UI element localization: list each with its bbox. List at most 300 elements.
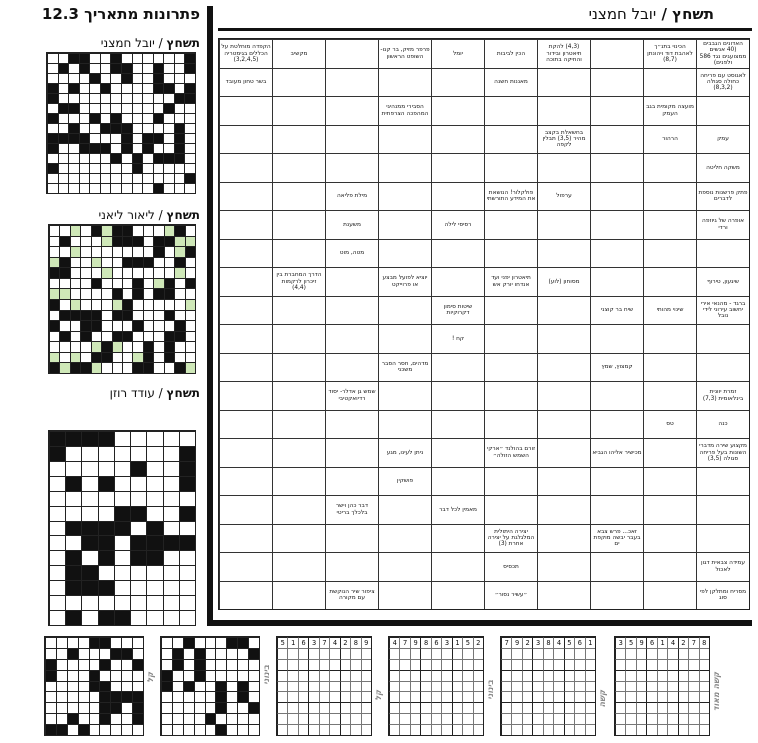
answer-cell[interactable] bbox=[590, 581, 643, 610]
answer-cell[interactable] bbox=[537, 467, 590, 496]
answer-cell[interactable] bbox=[643, 552, 696, 581]
answer-letter bbox=[91, 341, 101, 352]
clue-cell: משקה חליטה bbox=[696, 153, 749, 182]
answer-letter bbox=[130, 595, 146, 610]
answer-letter bbox=[79, 163, 90, 173]
answer-cell[interactable] bbox=[378, 296, 431, 325]
black-square bbox=[121, 648, 132, 659]
answer-letter bbox=[49, 550, 65, 565]
answer-cell[interactable] bbox=[325, 39, 378, 68]
answer-cell[interactable] bbox=[643, 239, 696, 268]
answer-letter bbox=[91, 267, 101, 278]
answer-cell[interactable] bbox=[378, 524, 431, 553]
answer-letter bbox=[79, 113, 90, 123]
answer-letter bbox=[100, 103, 111, 113]
answer-cell[interactable] bbox=[484, 495, 537, 524]
sudoku-cell bbox=[667, 659, 677, 670]
answer-cell[interactable] bbox=[219, 438, 272, 467]
answer-cell[interactable] bbox=[272, 353, 325, 382]
answer-cell[interactable] bbox=[272, 125, 325, 154]
answer-letter bbox=[153, 53, 164, 63]
puzzle-author: יובל חמצני bbox=[588, 5, 657, 23]
answer-cell[interactable] bbox=[590, 39, 643, 68]
black-square bbox=[174, 123, 185, 133]
answer-cell[interactable] bbox=[696, 324, 749, 353]
black-square bbox=[91, 310, 101, 321]
sudoku-1-label: קל bbox=[374, 690, 383, 701]
answer-cell[interactable] bbox=[590, 495, 643, 524]
answer-cell[interactable] bbox=[537, 495, 590, 524]
answer-cell[interactable] bbox=[378, 581, 431, 610]
answer-cell[interactable] bbox=[590, 410, 643, 439]
answer-cell[interactable] bbox=[643, 182, 696, 211]
answer-cell[interactable] bbox=[484, 324, 537, 353]
sudoku-cell: 6 bbox=[646, 637, 656, 648]
answer-cell[interactable] bbox=[537, 210, 590, 239]
answer-cell[interactable] bbox=[378, 239, 431, 268]
sudoku-cell bbox=[308, 681, 318, 692]
clue-cell: מסריח ומתלקן לפי סוג bbox=[696, 581, 749, 610]
clue-cell: ניתן לעינו, מגע bbox=[378, 438, 431, 467]
answer-cell[interactable] bbox=[325, 153, 378, 182]
answer-cell[interactable] bbox=[219, 210, 272, 239]
answer-cell[interactable] bbox=[272, 438, 325, 467]
black-square bbox=[58, 103, 69, 113]
black-square bbox=[174, 153, 185, 163]
answer-cell[interactable] bbox=[325, 467, 378, 496]
answer-cell[interactable] bbox=[325, 68, 378, 97]
answer-letter bbox=[122, 246, 132, 257]
answer-letter bbox=[58, 173, 69, 183]
answer-letter bbox=[80, 299, 90, 310]
black-square bbox=[59, 236, 69, 247]
answer-letter bbox=[184, 163, 195, 173]
answer-cell[interactable] bbox=[537, 296, 590, 325]
answer-cell[interactable] bbox=[219, 324, 272, 353]
answer-cell[interactable] bbox=[272, 581, 325, 610]
answer-cell[interactable] bbox=[378, 68, 431, 97]
answer-letter bbox=[226, 691, 237, 702]
answer-cell[interactable] bbox=[431, 353, 484, 382]
answer-letter bbox=[80, 225, 90, 236]
sudoku-cell bbox=[389, 681, 399, 692]
answer-cell[interactable] bbox=[537, 524, 590, 553]
answer-letter bbox=[78, 713, 89, 724]
answer-cell[interactable] bbox=[431, 267, 484, 296]
answer-cell[interactable] bbox=[643, 381, 696, 410]
sudoku-cell bbox=[420, 670, 430, 681]
answer-cell[interactable] bbox=[484, 296, 537, 325]
answer-letter bbox=[153, 310, 163, 321]
answer-cell[interactable] bbox=[272, 495, 325, 524]
answer-cell[interactable] bbox=[431, 410, 484, 439]
answer-cell[interactable] bbox=[325, 125, 378, 154]
clue-cell: שיגעון, טירוף bbox=[696, 267, 749, 296]
answer-letter bbox=[143, 246, 153, 257]
sudoku-cell bbox=[553, 670, 563, 681]
answer-cell[interactable] bbox=[696, 467, 749, 496]
sudoku-cell bbox=[522, 670, 532, 681]
answer-cell[interactable] bbox=[537, 153, 590, 182]
answer-cell[interactable] bbox=[537, 381, 590, 410]
answer-letter bbox=[89, 133, 100, 143]
answer-cell[interactable] bbox=[219, 239, 272, 268]
answer-cell[interactable] bbox=[643, 467, 696, 496]
crossword-grid[interactable] bbox=[218, 38, 750, 610]
answer-cell[interactable] bbox=[272, 239, 325, 268]
answer-cell[interactable] bbox=[590, 267, 643, 296]
answer-cell[interactable] bbox=[219, 353, 272, 382]
answer-cell[interactable] bbox=[484, 153, 537, 182]
sudoku-cell bbox=[532, 691, 542, 702]
black-square bbox=[65, 565, 81, 580]
sudoku-cell bbox=[522, 659, 532, 670]
answer-letter bbox=[183, 691, 194, 702]
sudoku-cell bbox=[646, 713, 656, 724]
answer-cell[interactable] bbox=[219, 182, 272, 211]
answer-cell[interactable] bbox=[325, 438, 378, 467]
answer-cell[interactable] bbox=[643, 324, 696, 353]
sudoku-cell bbox=[473, 691, 483, 702]
black-square bbox=[143, 352, 153, 363]
sudoku-cell: 7 bbox=[501, 637, 511, 648]
black-square bbox=[130, 535, 146, 550]
answer-cell[interactable] bbox=[378, 495, 431, 524]
sudoku-cell bbox=[340, 659, 350, 670]
answer-cell[interactable] bbox=[378, 324, 431, 353]
answer-cell[interactable] bbox=[590, 324, 643, 353]
answer-letter bbox=[132, 63, 143, 73]
answer-letter bbox=[163, 506, 179, 521]
sudoku-cell bbox=[657, 702, 667, 713]
answer-cell[interactable] bbox=[219, 125, 272, 154]
answer-cell[interactable] bbox=[219, 296, 272, 325]
answer-letter bbox=[161, 713, 172, 724]
sudoku-cell bbox=[361, 702, 371, 713]
black-square bbox=[205, 713, 216, 724]
black-square bbox=[184, 173, 195, 183]
answer-cell[interactable] bbox=[537, 410, 590, 439]
sudoku-cell bbox=[667, 702, 677, 713]
answer-cell[interactable] bbox=[431, 581, 484, 610]
answer-letter bbox=[65, 446, 81, 461]
sudoku-cell bbox=[441, 648, 451, 659]
answer-letter bbox=[59, 362, 69, 373]
answer-cell[interactable] bbox=[431, 552, 484, 581]
answer-letter bbox=[174, 278, 184, 289]
answers-title: פתרונות מתאריך 12.3 bbox=[41, 5, 200, 23]
black-square bbox=[49, 362, 59, 373]
answer-cell[interactable] bbox=[431, 125, 484, 154]
clue-cell: שיח בר קוצני bbox=[590, 296, 643, 325]
answer-cell[interactable] bbox=[272, 410, 325, 439]
answer-cell[interactable] bbox=[590, 68, 643, 97]
answer-cell[interactable] bbox=[325, 552, 378, 581]
answer-letter bbox=[183, 648, 194, 659]
answer-letter bbox=[174, 352, 184, 363]
answer-cell[interactable] bbox=[272, 210, 325, 239]
answer-letter bbox=[237, 670, 248, 681]
answer-letter bbox=[81, 446, 97, 461]
black-square bbox=[153, 83, 164, 93]
answer-cell[interactable] bbox=[219, 524, 272, 553]
answer-cell[interactable] bbox=[431, 524, 484, 553]
answer-cell[interactable] bbox=[325, 324, 378, 353]
answer-cell[interactable] bbox=[378, 182, 431, 211]
clue-cell: שמש גן אדלר- יסוד רדיואקטיבי bbox=[325, 381, 378, 410]
answer-cell[interactable] bbox=[590, 381, 643, 410]
answer-cell[interactable] bbox=[431, 68, 484, 97]
answer-cell[interactable] bbox=[431, 438, 484, 467]
answer-cell[interactable] bbox=[537, 239, 590, 268]
answer-cell[interactable] bbox=[484, 467, 537, 496]
answer-cell[interactable] bbox=[643, 153, 696, 182]
answer-cell[interactable] bbox=[219, 96, 272, 125]
answer-cell[interactable] bbox=[696, 239, 749, 268]
answer-letter bbox=[98, 491, 114, 506]
black-square bbox=[81, 431, 97, 446]
answer-cell[interactable] bbox=[272, 96, 325, 125]
black-square bbox=[174, 320, 184, 331]
answer-letter bbox=[67, 702, 78, 713]
answer-letter bbox=[112, 299, 122, 310]
answer-letter bbox=[179, 431, 195, 446]
answer-cell[interactable] bbox=[325, 96, 378, 125]
sudoku-cell bbox=[298, 724, 308, 735]
sudoku-cell bbox=[350, 659, 360, 670]
answer-cell[interactable] bbox=[696, 353, 749, 382]
answer-letter bbox=[112, 257, 122, 268]
sudoku-cell: 9 bbox=[511, 637, 521, 648]
answer-cell[interactable] bbox=[219, 267, 272, 296]
black-square bbox=[194, 648, 205, 659]
sudoku-cell bbox=[699, 702, 709, 713]
answer-cell[interactable] bbox=[219, 381, 272, 410]
answer-letter bbox=[59, 225, 69, 236]
answer-cell[interactable] bbox=[643, 438, 696, 467]
answer-letter bbox=[78, 637, 89, 648]
black-square bbox=[112, 236, 122, 247]
black-square bbox=[146, 550, 162, 565]
answer-cell[interactable] bbox=[590, 239, 643, 268]
answer-letter bbox=[81, 595, 97, 610]
answer-letter bbox=[185, 352, 195, 363]
answer-cell[interactable] bbox=[378, 381, 431, 410]
answer-letter bbox=[110, 103, 121, 113]
answer-letter bbox=[58, 93, 69, 103]
answer-cell[interactable] bbox=[484, 353, 537, 382]
answer-cell[interactable] bbox=[272, 324, 325, 353]
black-square bbox=[237, 691, 248, 702]
answer-letter bbox=[89, 691, 100, 702]
answer-cell[interactable] bbox=[696, 495, 749, 524]
answer-cell[interactable] bbox=[590, 210, 643, 239]
answer-cell[interactable] bbox=[272, 381, 325, 410]
sudoku-cell bbox=[298, 702, 308, 713]
answer-cell[interactable] bbox=[219, 467, 272, 496]
sudoku-cell bbox=[410, 670, 420, 681]
answer-cell[interactable] bbox=[537, 581, 590, 610]
answer-letter bbox=[194, 702, 205, 713]
answer-cell[interactable] bbox=[590, 125, 643, 154]
answer-cell[interactable] bbox=[431, 153, 484, 182]
answer-cell[interactable] bbox=[272, 153, 325, 182]
answer-letter bbox=[101, 246, 111, 257]
answer-cell[interactable] bbox=[537, 68, 590, 97]
answer-cell[interactable] bbox=[484, 239, 537, 268]
answer-letter bbox=[99, 724, 110, 735]
answer-letter bbox=[122, 320, 132, 331]
answer-cell[interactable] bbox=[378, 552, 431, 581]
black-square bbox=[98, 521, 114, 536]
answer-letter bbox=[184, 103, 195, 113]
answer-cell[interactable] bbox=[643, 524, 696, 553]
answer-cell[interactable] bbox=[272, 524, 325, 553]
answer-letter bbox=[89, 713, 100, 724]
answer-cell[interactable] bbox=[272, 68, 325, 97]
answer-cell[interactable] bbox=[378, 210, 431, 239]
answer-letter bbox=[81, 610, 97, 625]
answer-letter bbox=[153, 103, 164, 113]
sudoku-cell bbox=[287, 670, 297, 681]
answer-cell[interactable] bbox=[272, 467, 325, 496]
answer-cell[interactable] bbox=[272, 296, 325, 325]
sudoku-cell bbox=[277, 681, 287, 692]
answer-cell[interactable] bbox=[643, 267, 696, 296]
sudoku-cell bbox=[473, 713, 483, 724]
answer-cell[interactable] bbox=[378, 153, 431, 182]
answer-cell[interactable] bbox=[590, 96, 643, 125]
sudoku-cell: 1 bbox=[585, 637, 595, 648]
answer-letter bbox=[89, 163, 100, 173]
sudoku-cell bbox=[522, 648, 532, 659]
answer-cell[interactable] bbox=[537, 438, 590, 467]
answer-cell[interactable] bbox=[537, 96, 590, 125]
answer-letter bbox=[194, 637, 205, 648]
answer-letter bbox=[110, 73, 121, 83]
black-square bbox=[215, 681, 226, 692]
clue-cell: מסוחון (לוע) bbox=[537, 267, 590, 296]
answer-cell[interactable] bbox=[696, 96, 749, 125]
sudoku-cell bbox=[511, 724, 521, 735]
answer-cell[interactable] bbox=[219, 581, 272, 610]
answer-cell[interactable] bbox=[325, 524, 378, 553]
answer-cell[interactable] bbox=[378, 125, 431, 154]
answer-letter bbox=[143, 310, 153, 321]
sudoku-cell: 4 bbox=[389, 637, 399, 648]
black-square bbox=[101, 352, 111, 363]
answer-cell[interactable] bbox=[643, 581, 696, 610]
black-square bbox=[110, 63, 121, 73]
answer-cell[interactable] bbox=[325, 267, 378, 296]
answer-cell[interactable] bbox=[484, 381, 537, 410]
answer-cell[interactable] bbox=[590, 467, 643, 496]
answer-letter bbox=[78, 670, 89, 681]
answer-cell[interactable] bbox=[431, 182, 484, 211]
clue-cell: עמידה צבאית דגון לאכול bbox=[696, 552, 749, 581]
answer-cell[interactable] bbox=[431, 239, 484, 268]
black-square bbox=[98, 431, 114, 446]
answer-letter bbox=[143, 288, 153, 299]
answer-cell[interactable] bbox=[484, 210, 537, 239]
sudoku-cell: 5 bbox=[277, 637, 287, 648]
answer-cell[interactable] bbox=[219, 410, 272, 439]
answer-cell[interactable] bbox=[590, 153, 643, 182]
sudoku-cell bbox=[329, 702, 339, 713]
answer-letter bbox=[67, 670, 78, 681]
sudoku-cell bbox=[501, 691, 511, 702]
answer-cell[interactable] bbox=[431, 467, 484, 496]
answer-cell[interactable] bbox=[696, 524, 749, 553]
answer-cell[interactable] bbox=[484, 125, 537, 154]
answer-cell[interactable] bbox=[484, 410, 537, 439]
sudoku-cell bbox=[657, 724, 667, 735]
clue-cell: מטה, מוט bbox=[325, 239, 378, 268]
sudoku-cell bbox=[462, 713, 472, 724]
answer-cell[interactable] bbox=[219, 153, 272, 182]
answer-cell[interactable] bbox=[537, 353, 590, 382]
answer-cell[interactable] bbox=[643, 68, 696, 97]
answer-cell[interactable] bbox=[643, 495, 696, 524]
answer-cell[interactable] bbox=[325, 353, 378, 382]
sudoku-cell bbox=[462, 702, 472, 713]
answer-cell[interactable] bbox=[643, 210, 696, 239]
answer-cell[interactable] bbox=[219, 495, 272, 524]
answer-cell[interactable] bbox=[378, 410, 431, 439]
answer-letter bbox=[114, 595, 130, 610]
answer-letter bbox=[81, 476, 97, 491]
answer-cell[interactable] bbox=[590, 552, 643, 581]
answer-letter bbox=[161, 637, 172, 648]
black-square bbox=[121, 123, 132, 133]
answer-cell[interactable] bbox=[537, 324, 590, 353]
answer-cell[interactable] bbox=[431, 381, 484, 410]
sudoku-cell bbox=[277, 648, 287, 659]
sudoku-cell bbox=[441, 691, 451, 702]
black-square bbox=[161, 681, 172, 692]
answer-letter bbox=[163, 133, 174, 143]
black-square bbox=[153, 246, 163, 257]
black-square bbox=[163, 535, 179, 550]
sudoku-cell bbox=[574, 713, 584, 724]
answer-letter bbox=[146, 476, 162, 491]
answer-cell[interactable] bbox=[325, 410, 378, 439]
answer-letter bbox=[153, 299, 163, 310]
sudoku-cell bbox=[340, 670, 350, 681]
answer-cell[interactable] bbox=[272, 182, 325, 211]
answer-letter bbox=[130, 521, 146, 536]
answer-letter bbox=[163, 183, 174, 193]
answer-letter bbox=[56, 681, 67, 692]
answer-cell[interactable] bbox=[484, 96, 537, 125]
sudoku-cell bbox=[361, 713, 371, 724]
sudoku-cell bbox=[399, 648, 409, 659]
answer-cell[interactable] bbox=[272, 552, 325, 581]
sudoku-cell bbox=[657, 681, 667, 692]
answer-cell[interactable] bbox=[590, 182, 643, 211]
answer-cell[interactable] bbox=[325, 296, 378, 325]
answer-cell[interactable] bbox=[431, 96, 484, 125]
answer-letter bbox=[132, 83, 143, 93]
black-square bbox=[132, 163, 143, 173]
answer-cell[interactable] bbox=[643, 353, 696, 382]
answer-cell[interactable] bbox=[537, 552, 590, 581]
sudoku-cell bbox=[361, 724, 371, 735]
answer-letter bbox=[130, 580, 146, 595]
sudoku-cell bbox=[636, 681, 646, 692]
answer-cell[interactable] bbox=[219, 552, 272, 581]
clue-cell: מילת פליאה bbox=[325, 182, 378, 211]
